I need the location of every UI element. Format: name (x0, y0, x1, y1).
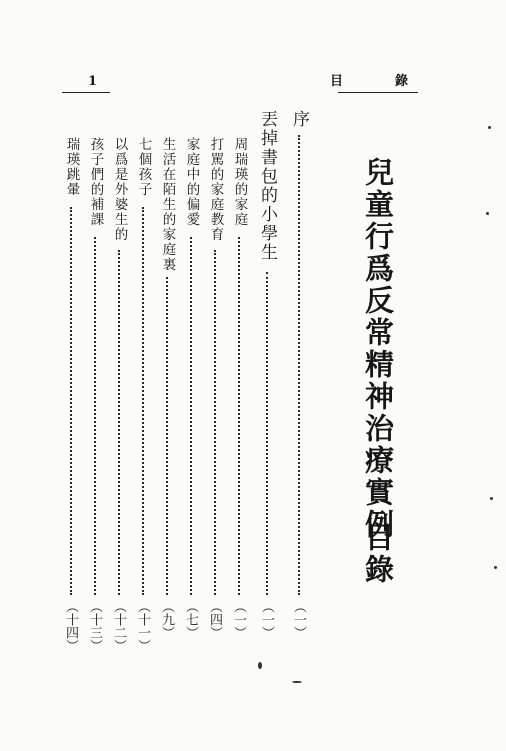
toc-entry-leader (238, 237, 240, 595)
toc-heading: 目錄 (361, 522, 395, 586)
toc-entry-page: （四） (207, 600, 222, 639)
toc-entry-page: （十三） (87, 600, 102, 652)
toc-entry-label: 以爲是外婆生的 (111, 137, 128, 242)
scan-speck (258, 662, 262, 669)
toc-entry-label: 瑞瑛跳暈 (63, 137, 80, 197)
toc-entry-page: （十一） (135, 600, 150, 652)
toc-preface-leader (298, 135, 300, 595)
toc-section-label: 丟掉書包的小學生 (257, 110, 277, 262)
toc-section-leader (266, 272, 268, 595)
scan-speck (292, 681, 302, 683)
toc-entry-label: 七個孩子 (135, 137, 152, 197)
toc-entry-label: 打駡的家庭教育 (207, 137, 224, 242)
scan-speck (486, 212, 489, 215)
toc-entry-label: 家庭中的偏愛 (183, 137, 200, 227)
toc-entry-page: （十二） (111, 600, 126, 652)
book-title: 兒童行爲反常精神治療實例 (361, 157, 395, 541)
toc-entry-page: （十四） (63, 600, 78, 652)
toc-entry-leader (190, 237, 192, 595)
header-rule-right (338, 92, 418, 93)
header-rule-left (62, 92, 110, 93)
toc-entry-page: （九） (159, 600, 174, 639)
toc-entry-label: 周瑞瑛的家庭 (231, 137, 248, 227)
header-page-number: 1 (88, 74, 98, 89)
toc-entry-leader (166, 277, 168, 595)
scan-speck (490, 497, 493, 500)
scan-speck (494, 566, 497, 569)
toc-entry-page: （七） (183, 600, 198, 639)
scan-speck (488, 126, 491, 129)
toc-section-page: （一） (259, 600, 274, 639)
toc-preface-label: 序 (289, 110, 309, 129)
header-label: 目錄 (330, 74, 461, 89)
toc-entry-page: （一） (231, 600, 246, 639)
toc-entry-leader (142, 207, 144, 595)
toc-entry-label: 生活在陌生的家庭裏 (159, 137, 176, 272)
toc-entry-leader (70, 207, 72, 595)
toc-entry-leader (214, 250, 216, 595)
toc-entry-leader (118, 250, 120, 595)
toc-entry-leader (94, 237, 96, 595)
toc-preface-page: （一） (291, 600, 306, 639)
toc-entry-label: 孩子們的補課 (87, 137, 104, 227)
